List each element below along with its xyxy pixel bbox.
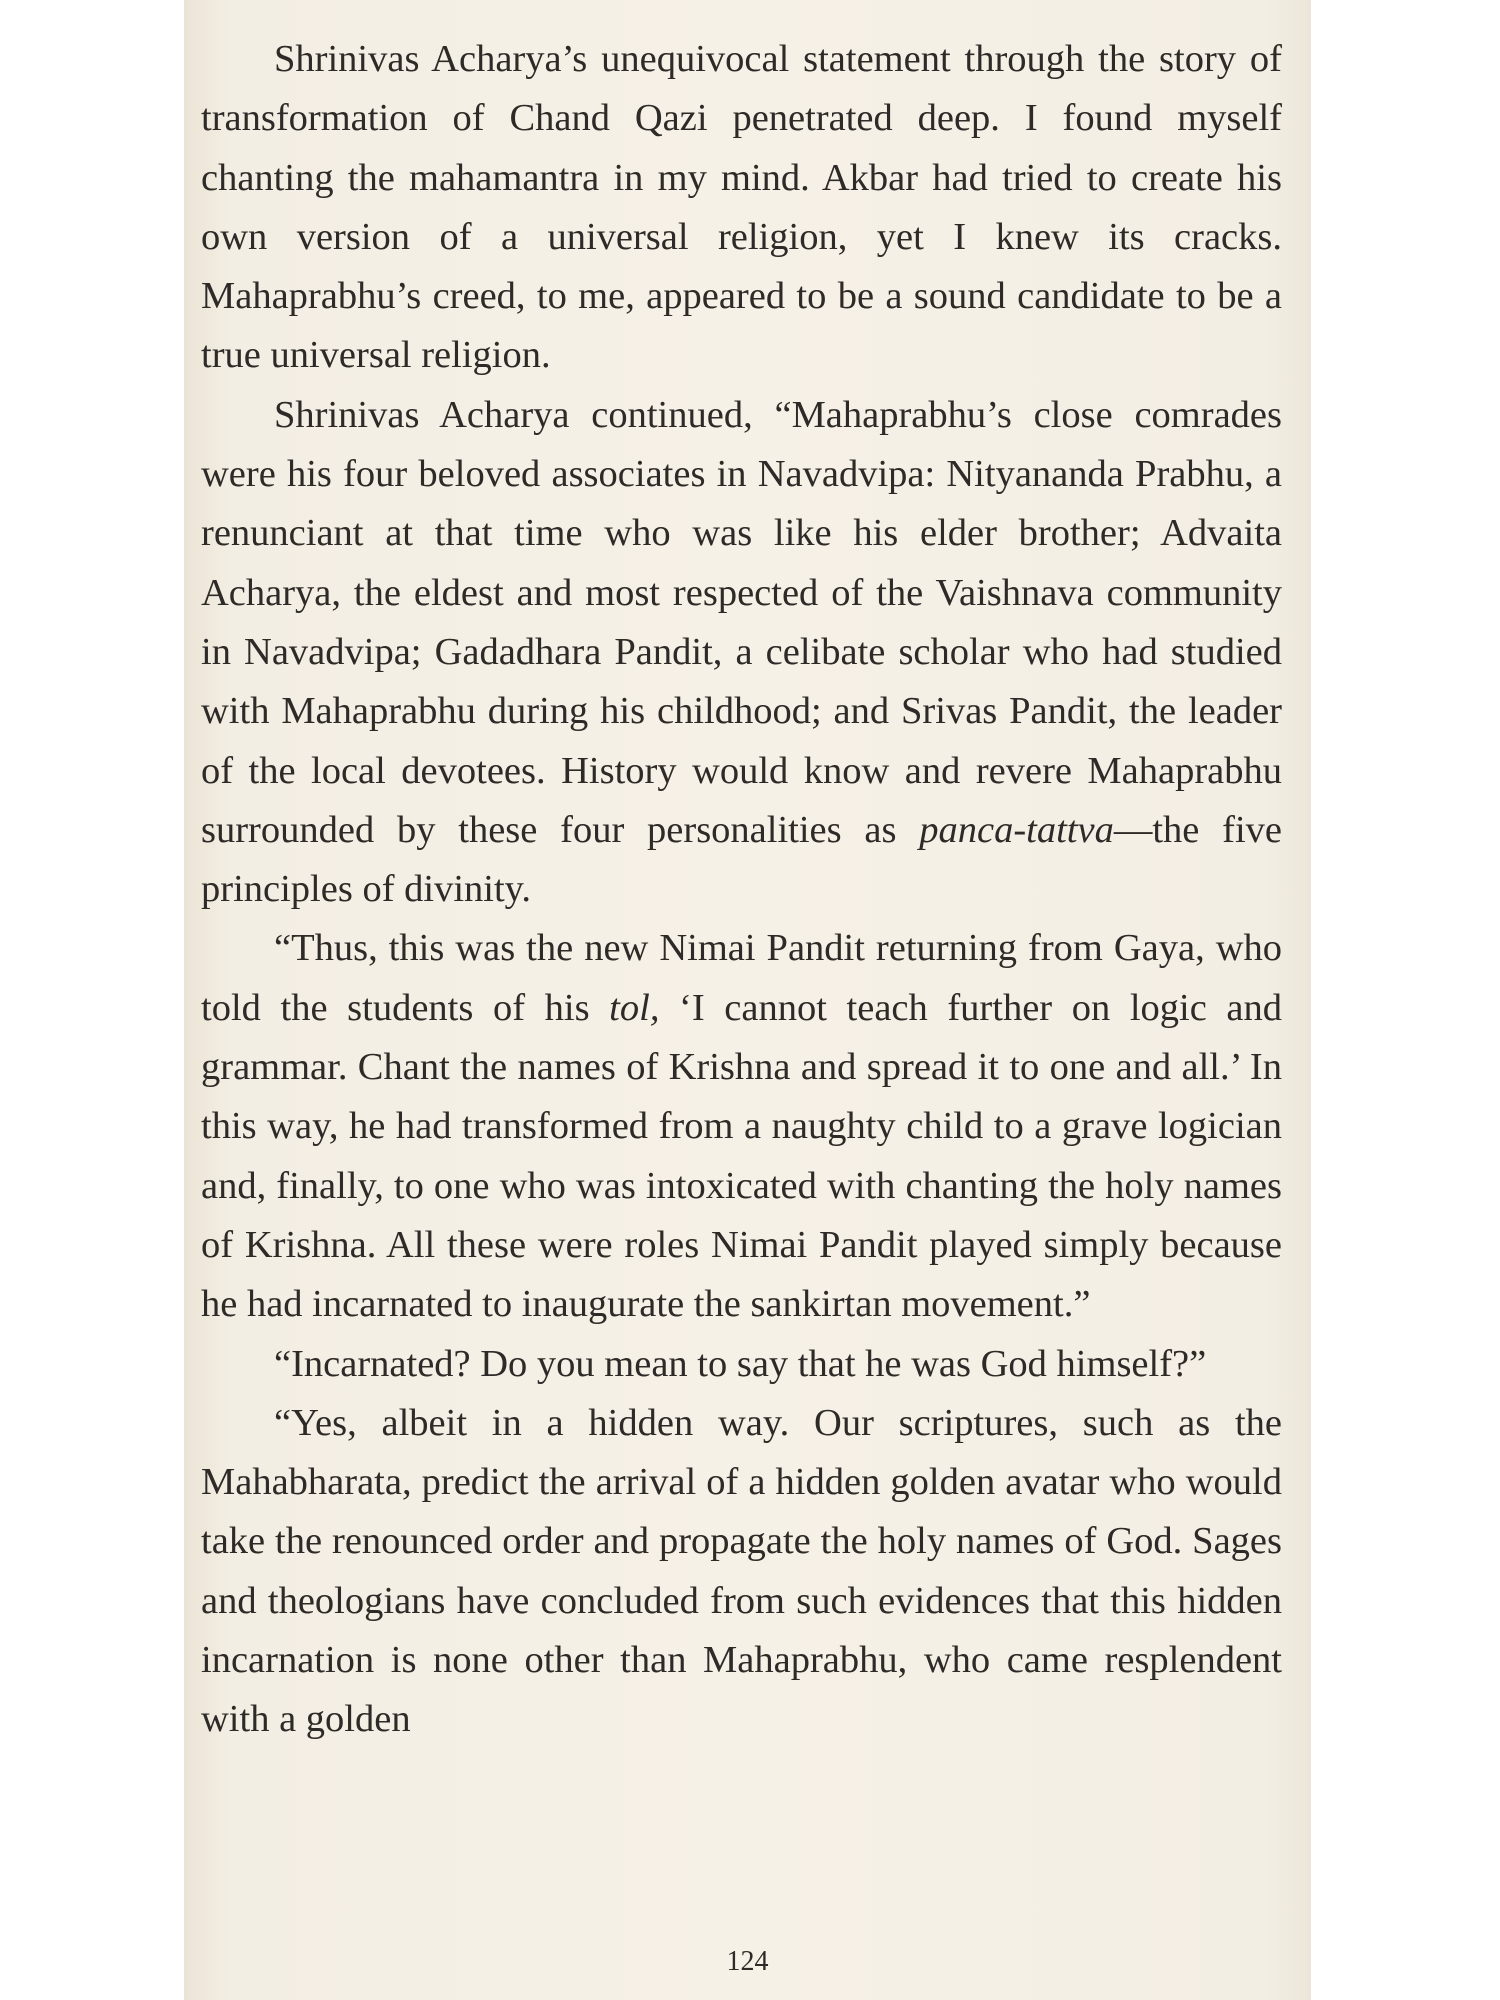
paragraph bbox=[201, 1394, 1282, 1750]
book-page bbox=[184, 0, 1311, 2000]
paragraph bbox=[201, 386, 1282, 920]
text-run: “Incarnated? Do you mean to say that he was God himself?” bbox=[274, 1342, 1207, 1385]
text-run: “Thus, this was the new Nimai Pandit returning from Gaya, who told the students of his bbox=[201, 927, 1282, 1029]
text-run: Shrinivas Acharya continued, “Mahaprabhu’s close comrades were his four beloved associates in Navadvipa: Nityananda Prabhu, a renunciant at that time who was like his elder brother; Advaita Acharya, the eldest and most respected of the Vaishnava community in Navadvipa; Gadadhara Pandit, a celibate scholar who had studied with Mahaprabhu during his childhood; and Srivas Pandit, the leader of the local devotees. History would know and revere Mahaprabhu surrounded by these four personalities as bbox=[201, 393, 1282, 851]
text-run: ‘I cannot teach further on logic and grammar. Chant the names of Krishna and spread it to one and all.’ In this way, he had transformed from a naughty child to a grave logician and, finally, to one who was intoxicated with chanting the holy names of Krishna. All these were roles Nimai Pandit played simply because he had incarnated to inaugurate the sankirtan movement.” bbox=[201, 986, 1283, 1326]
page-number: 124 bbox=[726, 1946, 769, 1977]
text-run: —the five principles of divinity. bbox=[201, 808, 1283, 911]
paragraph bbox=[201, 30, 1282, 386]
text-run: “Yes, albeit in a hidden way. Our scriptures, such as the Mahabharata, predict the arrival of a hidden golden avatar who would take the renounced order and propagate the holy names of God. Sages and theologians have concluded from such evidences that this hidden incarnation is none other than Mahaprabhu, who came resplendent with a golden bbox=[201, 1401, 1282, 1741]
italic-term: panca-tattva bbox=[919, 808, 1114, 851]
text-run: Shrinivas Acharya’s unequivocal statement through the story of transformation of Chand Qazi penetrated deep. I found myself chanting the mahamantra in my mind. Akbar had tried to create his own version of a universal religion, yet I knew its cracks. Mahaprabhu’s creed, to me, appeared to be a sound candidate to be a true universal religion. bbox=[201, 38, 1282, 377]
paragraph bbox=[201, 1335, 1282, 1394]
paragraph bbox=[201, 919, 1282, 1334]
italic-term: tol, bbox=[609, 986, 660, 1029]
body-text bbox=[201, 30, 1282, 1750]
